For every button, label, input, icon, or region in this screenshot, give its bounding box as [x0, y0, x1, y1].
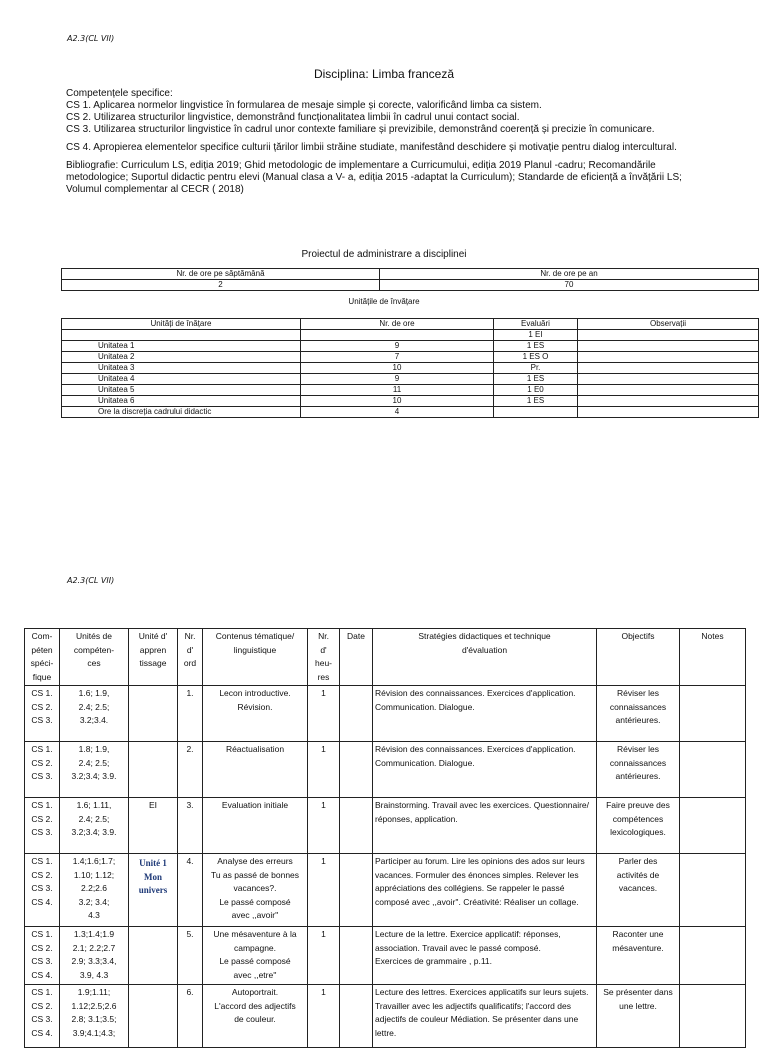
row-competence-units: 1.6; 1.9, 2.4; 2.5; 3.2;3.4. [60, 686, 129, 742]
unit-obs [578, 330, 759, 341]
unit-name: Unitatea 1 [62, 341, 301, 352]
row-hours: 1 [308, 742, 340, 798]
page-code-2: A2.3(CL VII) [67, 576, 115, 585]
intro-section [66, 88, 694, 196]
unit-hours: 11 [301, 385, 494, 396]
competence-cs4: CS 4. Apropierea elementelor specifice culturii țărilor limbii străine studiate, manifestând deschidere și motivație pentru dialog intercultural. [66, 142, 677, 153]
unit-obs [578, 396, 759, 407]
unit-hours: 9 [301, 374, 494, 385]
row-order-number: 2. [178, 742, 203, 798]
unit-name: Unitatea 4 [62, 374, 301, 385]
units-header-row [62, 319, 759, 330]
row-date [340, 686, 373, 742]
table-row [62, 341, 759, 352]
row-hours: 1 [308, 985, 340, 1048]
row-order-number: 6. [178, 985, 203, 1048]
row-competences: CS 1. CS 2. CS 3. [25, 798, 60, 854]
row-objectives: Faire preuve des compétences lexicologiques. [597, 798, 680, 854]
unit-hours: 10 [301, 396, 494, 407]
unit-eval [494, 407, 578, 418]
row-objectives: Réviser les connaissances antérieures. [597, 742, 680, 798]
table-row [25, 854, 746, 927]
table-row [25, 985, 746, 1048]
unit-hours: 4 [301, 407, 494, 418]
unit-hours: 10 [301, 363, 494, 374]
units-header-hours: Nr. de ore [301, 319, 494, 330]
hours-year-value: 70 [380, 280, 759, 291]
unit-eval: 1 EI [494, 330, 578, 341]
table-row [62, 385, 759, 396]
row-date [340, 927, 373, 985]
header-strategies: Stratégies didactiques et technique d'évaluation [373, 629, 597, 686]
unit-eval: 1 ES O [494, 352, 578, 363]
row-objectives: Raconter une mésaventure. [597, 927, 680, 985]
row-content: Une mésaventure à la campagne. Le passé composé avec ,,etre'' [203, 927, 308, 985]
plan-header-row [25, 629, 746, 686]
unit-eval: 1 ES [494, 396, 578, 407]
row-notes [680, 985, 746, 1048]
row-order-number: 4. [178, 854, 203, 927]
unit-eval: 1 E0 [494, 385, 578, 396]
header-content: Contenus tématique/ linguistique [203, 629, 308, 686]
units-header-unit: Unități de înățare [62, 319, 301, 330]
row-content: Analyse des erreurs Tu as passé de bonnes vacances?. Le passé composé avec ,,avoir'' [203, 854, 308, 927]
row-competences: CS 1. CS 2. CS 3. [25, 742, 60, 798]
units-header-obs: Observații [578, 319, 759, 330]
header-notes: Notes [680, 629, 746, 686]
competence-cs1: CS 1. Aplicarea normelor lingvistice în formularea de mesaje simple și corecte, valorificând limba ca sistem. [66, 100, 542, 111]
row-learning-unit [129, 742, 178, 798]
unit-name: Unitatea 5 [62, 385, 301, 396]
unit-hours [301, 330, 494, 341]
unit-obs [578, 407, 759, 418]
row-competence-units: 1.4;1.6;1.7; 1.10; 1.12; 2.2;2.6 3.2; 3.4; 4.3 [60, 854, 129, 927]
row-order-number: 1. [178, 686, 203, 742]
table-row [25, 927, 746, 985]
header-learning-unit: Unité d' appren tissage [129, 629, 178, 686]
row-content: Autoportrait. L'accord des adjectifs de couleur. [203, 985, 308, 1048]
units-header-eval: Evaluări [494, 319, 578, 330]
bibliography: Bibliografie: Curriculum LS, ediția 2019; Ghid metodologic de implementare a Curricumului, ediția 2019 Planul -cadru; Recomandările metodologice; Suportul didactic pentru elevi (Manual clasa a V- a, ediția 2015 -adaptat la Curriculum); Standarde de eficiență a învățării LS; Volumul complementar al CECR ( 2018) [66, 160, 682, 195]
row-learning-unit: Unité 1 Mon univers [129, 854, 178, 927]
row-hours: 1 [308, 798, 340, 854]
row-learning-unit: EI [129, 798, 178, 854]
header-hours: Nr. d' heu- res [308, 629, 340, 686]
unit-obs [578, 352, 759, 363]
competences-heading: Competențele specifice: [66, 88, 173, 99]
row-content: Réactualisation [203, 742, 308, 798]
page-code: A2.3(CL VII) [67, 34, 115, 43]
row-content: Evaluation initiale [203, 798, 308, 854]
row-order-number: 5. [178, 927, 203, 985]
unit-obs [578, 341, 759, 352]
page-title: Disciplina: Limba franceză [313, 67, 455, 81]
table-row [62, 352, 759, 363]
unit-eval: 1 ES [494, 341, 578, 352]
unit-obs [578, 374, 759, 385]
row-objectives: Parler des activités de vacances. [597, 854, 680, 927]
row-competences: CS 1. CS 2. CS 3. [25, 686, 60, 742]
unit-name: Unitatea 6 [62, 396, 301, 407]
row-strategies: Participer au forum. Lire les opinions des ados sur leurs vacances. Formuler des énonces simples. Relever les appréciations des collégiens. Se rappeler le passé composé avec ,,avoir''. Créativité: Réaliser un collage. [373, 854, 597, 927]
row-competences: CS 1. CS 2. CS 3. CS 4. [25, 927, 60, 985]
row-strategies: Lecture de la lettre. Exercice applicatif: réponses, association. Travail avec le passé composé. Exercices de grammaire , p.11. [373, 927, 597, 985]
hours-year-header: Nr. de ore pe an [380, 269, 759, 280]
row-objectives: Se présenter dans une lettre. [597, 985, 680, 1048]
row-learning-unit [129, 927, 178, 985]
header-objectives: Objectifs [597, 629, 680, 686]
hours-week-value: 2 [62, 280, 380, 291]
row-date [340, 798, 373, 854]
row-notes [680, 798, 746, 854]
table-row [25, 798, 746, 854]
hours-table [61, 268, 759, 291]
row-competence-units: 1.6; 1.11, 2.4; 2.5; 3.2;3.4; 3.9. [60, 798, 129, 854]
hours-week-header: Nr. de ore pe săptămână [62, 269, 380, 280]
table-row [25, 742, 746, 798]
row-strategies: Révision des connaissances. Exercices d'application. Communication. Dialogue. [373, 686, 597, 742]
row-competence-units: 1.8; 1.9, 2.4; 2.5; 3.2;3.4; 3.9. [60, 742, 129, 798]
unit-name [62, 330, 301, 341]
unit-eval: 1 ES [494, 374, 578, 385]
row-strategies: Révision des connaissances. Exercices d'application. Communication. Dialogue. [373, 742, 597, 798]
unit-name: Ore la discreția cadrului didactic [62, 407, 301, 418]
row-content: Lecon introductive. Révision. [203, 686, 308, 742]
table-row [62, 330, 759, 341]
row-objectives: Réviser les connaissances antérieures. [597, 686, 680, 742]
table-row [62, 363, 759, 374]
row-hours: 1 [308, 927, 340, 985]
project-title: Proiectul de administrare a disciplinei [301, 249, 467, 260]
row-date [340, 854, 373, 927]
row-strategies: Brainstorming. Travail avec les exercices. Questionnaire/ réponses, application. [373, 798, 597, 854]
unit-obs [578, 385, 759, 396]
row-competence-units: 1.9;1.11; 1.12;2.5;2.6 2.8; 3.1;3.5; 3.9;4.1;4.3; [60, 985, 129, 1048]
header-units: Unités de compéten- ces [60, 629, 129, 686]
row-hours: 1 [308, 686, 340, 742]
row-competences: CS 1. CS 2. CS 3. CS 4. [25, 985, 60, 1048]
unit-hours: 9 [301, 341, 494, 352]
units-table [61, 318, 759, 418]
row-order-number: 3. [178, 798, 203, 854]
row-competence-units: 1.3;1.4;1.9 2.1; 2.2;2.7 2.9; 3.3;3.4, 3.9, 4.3 [60, 927, 129, 985]
row-date [340, 985, 373, 1048]
row-date [340, 742, 373, 798]
header-date: Date [340, 629, 373, 686]
row-strategies: Lecture des lettres. Exercices applicatifs sur leurs sujets. Travailler avec les adjectifs qualificatifs; l'accord des adjectifs de couleur Médiation. Se présenter dans une lettre. [373, 985, 597, 1048]
unit-obs [578, 363, 759, 374]
table-row [62, 407, 759, 418]
row-notes [680, 686, 746, 742]
header-competence: Com- péten spéci- fique [25, 629, 60, 686]
unit-eval: Pr. [494, 363, 578, 374]
header-nr: Nr. d' ord [178, 629, 203, 686]
table-row [62, 374, 759, 385]
row-notes [680, 854, 746, 927]
table-row [62, 396, 759, 407]
unit-name: Unitatea 2 [62, 352, 301, 363]
unit-hours: 7 [301, 352, 494, 363]
units-title: Unitățile de învățare [348, 297, 420, 306]
row-hours: 1 [308, 854, 340, 927]
competence-cs2: CS 2. Utilizarea structurilor lingvistice, demonstrând funcționalitatea limbii în cadrul unui contact social. [66, 112, 520, 123]
row-notes [680, 927, 746, 985]
row-notes [680, 742, 746, 798]
lesson-plan-table [24, 628, 746, 1048]
unit-name: Unitatea 3 [62, 363, 301, 374]
row-learning-unit [129, 686, 178, 742]
competence-cs3: CS 3. Utilizarea structurilor lingvistice în cadrul unor contexte familiare și previzibile, demonstrând coerență și precizie în comunicare. [66, 124, 655, 135]
row-learning-unit [129, 985, 178, 1048]
row-competences: CS 1. CS 2. CS 3. CS 4. [25, 854, 60, 927]
table-row [25, 686, 746, 742]
